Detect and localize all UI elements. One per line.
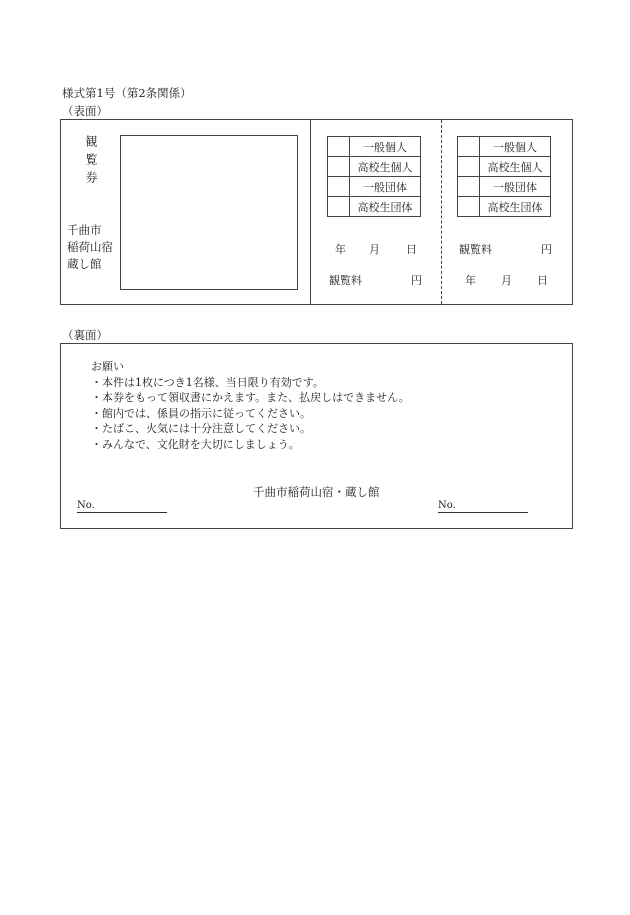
back-ticket-frame: [60, 343, 573, 529]
table-row: [458, 157, 551, 177]
ticket-fee-label: 観覧料: [459, 243, 492, 256]
category-checkbox[interactable]: [458, 197, 480, 217]
category-label: 一般団体: [350, 177, 421, 197]
stub-month-label: 月: [369, 243, 380, 256]
category-label: 高校生個人: [480, 157, 551, 177]
category-checkbox[interactable]: [458, 137, 480, 157]
category-checkbox[interactable]: [328, 197, 350, 217]
table-row: [328, 197, 421, 217]
category-label: 一般個人: [480, 137, 551, 157]
notes-title: お願い: [91, 360, 124, 373]
serial-number-left[interactable]: [77, 500, 167, 513]
perforation-line: [441, 120, 442, 304]
front-ticket-frame: [60, 119, 573, 305]
stub-fee-label: 観覧料: [329, 274, 362, 287]
list-item: ・館内では、係員の指示に従ってください。: [91, 406, 311, 420]
list-item: ・みんなで、文化財を大切にしましょう。: [91, 437, 300, 451]
category-checkbox[interactable]: [458, 177, 480, 197]
serial-number-right-label: No.: [438, 500, 456, 511]
front-side-heading: （表面）: [62, 104, 108, 118]
back-side-heading: （裏面）: [62, 328, 108, 342]
stub-category-table: [327, 136, 421, 217]
stub-day-label: 日: [406, 243, 417, 256]
category-checkbox[interactable]: [328, 157, 350, 177]
category-label: 一般団体: [480, 177, 551, 197]
category-label: 一般個人: [350, 137, 421, 157]
ticket-year-label: 年: [465, 274, 476, 287]
category-label: 高校生団体: [480, 197, 551, 217]
ticket-category-table: [457, 136, 551, 217]
table-row: [458, 137, 551, 157]
organization-name: 千曲市 稲荷山宿 蔵し館: [67, 223, 113, 271]
table-row: [458, 177, 551, 197]
image-placeholder: [120, 135, 298, 290]
list-item: ・本券をもって領収書にかえます。また、払戻しはできません。: [91, 391, 410, 404]
category-checkbox[interactable]: [328, 177, 350, 197]
ticket-month-label: 月: [501, 274, 512, 287]
table-row: [328, 137, 421, 157]
form-number: 様式第1号（第2条関係）: [62, 86, 192, 100]
vertical-title: 観覧券: [84, 135, 98, 189]
table-row: [458, 197, 551, 217]
serial-number-right[interactable]: [438, 500, 528, 513]
table-row: [328, 177, 421, 197]
list-item: ・本件は1枚につき1名様、当日限り有効です。: [91, 375, 324, 389]
serial-number-left-label: No.: [77, 500, 95, 511]
stub-year-label: 年: [335, 243, 346, 256]
section-divider: [310, 120, 311, 304]
notes-block: [91, 359, 410, 452]
ticket-yen-label: 円: [541, 243, 552, 256]
category-checkbox[interactable]: [328, 137, 350, 157]
issuer-name: 千曲市稲荷山宿・蔵し館: [253, 485, 380, 499]
category-label: 高校生団体: [350, 197, 421, 217]
category-checkbox[interactable]: [458, 157, 480, 177]
category-label: 高校生個人: [350, 157, 421, 177]
table-row: [328, 157, 421, 177]
stub-yen-label: 円: [411, 274, 422, 287]
list-item: ・たばこ、火気には十分注意してください。: [91, 422, 311, 435]
ticket-day-label: 日: [537, 274, 548, 287]
